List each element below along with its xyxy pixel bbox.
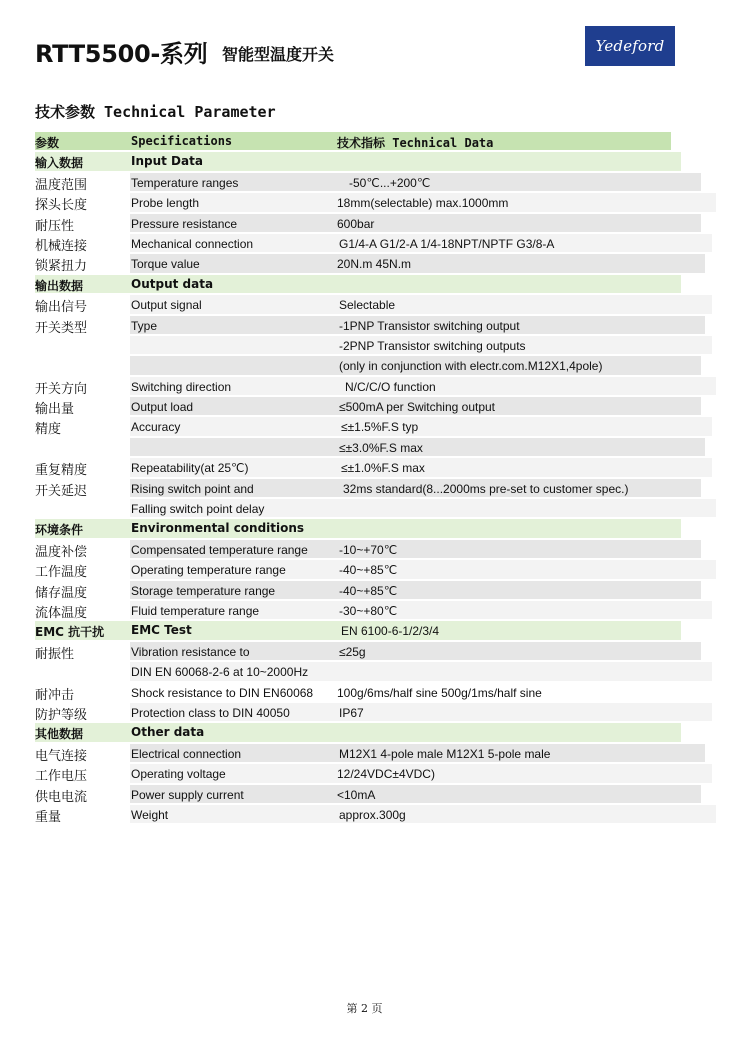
- table-row: [35, 335, 681, 355]
- param-name-en: Falling switch point delay: [131, 502, 265, 517]
- param-value: N/C/C/O function: [345, 379, 436, 394]
- param-name-en: Vibration resistance to: [131, 644, 250, 659]
- table-row: [35, 233, 681, 253]
- param-value: -50℃...+200℃: [349, 175, 431, 190]
- document-title: RTT5500-系列: [35, 40, 208, 68]
- param-name-cn: 锁紧扭力: [35, 259, 88, 275]
- param-name-cn: 电气连接: [35, 748, 88, 764]
- param-value: approx.300g: [339, 807, 406, 822]
- table-row: [35, 498, 681, 518]
- param-value: G1/4-A G1/2-A 1/4-18NPT/NPTF G3/8-A: [339, 236, 555, 251]
- param-value: ≤25g: [339, 644, 366, 659]
- table-group-row: [35, 274, 681, 294]
- param-name-en: Protection class to DIN 40050: [131, 705, 290, 720]
- table-row: [35, 376, 681, 396]
- param-name-cn: 开关类型: [35, 320, 88, 336]
- param-value: -40~+85℃: [339, 583, 398, 598]
- row-background: [130, 417, 712, 435]
- param-name-cn: 防护等级: [35, 707, 88, 723]
- param-name-cn: 重量: [35, 809, 62, 825]
- param-name-cn: 探头长度: [35, 198, 88, 214]
- param-name-cn: 工作温度: [35, 565, 88, 581]
- param-name-en: Power supply current: [131, 787, 244, 802]
- param-name-en: Environmental conditions: [131, 521, 305, 536]
- param-name-en: Accuracy: [131, 420, 181, 435]
- param-name-en: Type: [131, 318, 158, 333]
- table-row: [35, 559, 681, 579]
- param-name-en: EMC Test: [131, 623, 192, 638]
- param-name-cn: 输出量: [35, 402, 75, 418]
- table-row: [35, 192, 681, 212]
- param-name-cn: 输入数据: [35, 156, 84, 171]
- row-background: [130, 254, 705, 272]
- table-row: [35, 172, 681, 192]
- param-name-cn: 开关方向: [35, 381, 88, 397]
- param-value: 18mm(selectable) max.1000mm: [337, 196, 509, 211]
- param-name-cn: 耐振性: [35, 646, 75, 662]
- param-name-cn: 流体温度: [35, 605, 88, 621]
- param-value: ≤±3.0%F.S max: [339, 440, 423, 455]
- table-header-row: [35, 131, 681, 151]
- param-name-cn: 参数: [35, 136, 60, 150]
- page-number: 第 2 页: [346, 1002, 383, 1015]
- table-row: [35, 478, 681, 498]
- param-value: ≤±1.5%F.S typ: [341, 420, 419, 435]
- spec-table: [35, 131, 681, 824]
- param-name-en: Repeatability(at 25℃): [131, 461, 249, 476]
- param-name-cn: 耐压性: [35, 218, 75, 234]
- table-group-row: [35, 722, 681, 742]
- param-value: -10~+70℃: [339, 542, 398, 557]
- param-value: 32ms standard(8...2000ms pre-set to customer spec.): [343, 481, 629, 496]
- param-name-en: Storage temperature range: [131, 583, 276, 598]
- row-background: [130, 295, 712, 313]
- table-row: [35, 315, 681, 335]
- table-row: [35, 539, 681, 559]
- table-row: [35, 702, 681, 722]
- param-name-en: Rising switch point and: [131, 481, 254, 496]
- param-value: (only in conjunction with electr.com.M12X1,4pole): [339, 359, 603, 374]
- param-value: -40~+85℃: [339, 563, 398, 578]
- param-name-cn: 重复精度: [35, 463, 88, 479]
- param-name-en: Temperature ranges: [131, 175, 239, 190]
- table-row: [35, 253, 681, 273]
- param-name-cn: 耐冲击: [35, 687, 75, 703]
- param-name-cn: 精度: [35, 422, 62, 438]
- param-name-en: Weight: [131, 807, 169, 822]
- param-name-cn: 机械连接: [35, 238, 88, 254]
- param-value: ≤500mA per Switching output: [339, 400, 496, 415]
- param-name-cn: 工作电压: [35, 769, 88, 785]
- param-name-en: Output signal: [131, 298, 202, 313]
- param-name-cn: 输出数据: [35, 278, 84, 293]
- param-name-en: Specifications: [131, 134, 233, 148]
- param-name-en: Electrical connection: [131, 746, 242, 761]
- table-row: [35, 213, 681, 233]
- param-name-en: DIN EN 60068-2-6 at 10~2000Hz: [131, 665, 309, 680]
- table-row: [35, 743, 681, 763]
- param-name-en: Output load: [131, 400, 194, 415]
- table-row: [35, 641, 681, 661]
- table-group-row: [35, 151, 681, 171]
- param-name-en: Probe length: [131, 196, 200, 211]
- page-header: [35, 34, 685, 74]
- param-value: -1PNP Transistor switching output: [339, 318, 520, 333]
- table-row: [35, 416, 681, 436]
- param-value: 12/24VDC±4VDC): [337, 767, 435, 782]
- param-name-en: Shock resistance to DIN EN60068: [131, 685, 314, 700]
- table-row: [35, 804, 681, 824]
- param-name-cn: 环境条件: [35, 523, 84, 538]
- param-name-en: Pressure resistance: [131, 216, 238, 231]
- param-value: ≤±1.0%F.S max: [341, 461, 425, 476]
- param-name-en: Mechanical connection: [131, 236, 254, 251]
- document-subtitle: 智能型温度开关: [222, 45, 335, 64]
- param-name-en: Torque value: [131, 257, 200, 272]
- param-value: M12X1 4-pole male M12X1 5-pole male: [339, 746, 551, 761]
- table-row: [35, 396, 681, 416]
- table-row: [35, 294, 681, 314]
- table-row: [35, 784, 681, 804]
- param-name-en: Fluid temperature range: [131, 603, 260, 618]
- param-value: IP67: [339, 705, 364, 720]
- table-row: [35, 763, 681, 783]
- param-name-en: Switching direction: [131, 379, 232, 394]
- param-name-cn: 开关延迟: [35, 483, 88, 499]
- section-title: 技术参数 Technical Parameter: [35, 103, 276, 121]
- table-row: [35, 682, 681, 702]
- param-value: 技术指标 Technical Data: [337, 136, 494, 150]
- table-row: [35, 437, 681, 457]
- param-value: 20N.m 45N.m: [337, 257, 412, 272]
- param-name-cn: 温度范围: [35, 177, 88, 193]
- table-row: [35, 580, 681, 600]
- table-row: [35, 457, 681, 477]
- table-group-row: [35, 620, 681, 640]
- brand-logo: [585, 26, 675, 66]
- param-name-en: Output data: [131, 276, 214, 291]
- param-name-en: Operating voltage: [131, 767, 226, 782]
- param-value: <10mA: [337, 787, 376, 802]
- table-group-row: [35, 518, 681, 538]
- param-name-cn: EMC 抗干扰: [35, 625, 105, 640]
- param-value: -30~+80℃: [339, 603, 398, 618]
- param-name-en: Operating temperature range: [131, 563, 286, 578]
- param-name-en: Compensated temperature range: [131, 542, 308, 557]
- param-value: 600bar: [337, 216, 375, 231]
- logo-text: Yedeford: [595, 37, 665, 55]
- param-value: 100g/6ms/half sine 500g/1ms/half sine: [337, 685, 542, 700]
- param-value: Selectable: [339, 298, 396, 313]
- table-row: [35, 600, 681, 620]
- table-row: [35, 661, 681, 681]
- param-name-en: Input Data: [131, 154, 203, 169]
- param-name-en: Other data: [131, 725, 205, 740]
- param-value: -2PNP Transistor switching outputs: [339, 338, 526, 353]
- param-name-cn: 输出信号: [35, 300, 88, 316]
- param-name-cn: 温度补偿: [35, 544, 88, 560]
- table-row: [35, 355, 681, 375]
- row-background: [130, 805, 716, 823]
- param-name-cn: 其他数据: [35, 727, 84, 742]
- param-value: EN 6100-6-1/2/3/4: [341, 624, 440, 639]
- param-name-cn: 储存温度: [35, 585, 88, 601]
- param-name-cn: 供电电流: [35, 789, 88, 805]
